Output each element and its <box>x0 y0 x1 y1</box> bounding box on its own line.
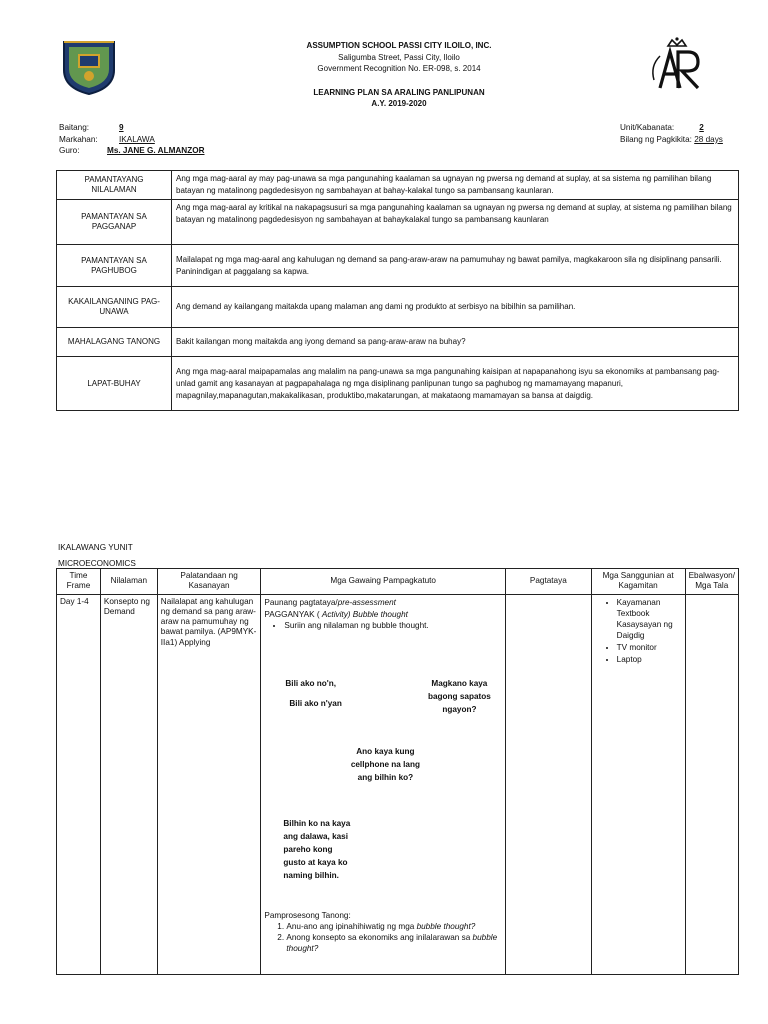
palatandaan-cell: Nailalapat ang kahulugan ng demand sa pang araw-araw na pamumuhay ng bawat pamilya. (AP9MYK-IIa1) Applying <box>157 594 261 974</box>
resources-cell <box>591 594 685 974</box>
bubble-thought-1: Bili ako no'n, <box>285 678 337 688</box>
question-text: Anong konsepto sa ekonomiks ang inilalarawan sa <box>286 932 473 942</box>
guro-value: Ms. JANE G. ALMANZOR <box>107 146 205 156</box>
pre-assessment-line <box>264 597 502 609</box>
pre-assessment-label: Paunang pagtataya/ <box>264 597 338 607</box>
school-year: A.Y. 2019-2020 <box>371 99 427 109</box>
table-row <box>57 357 739 411</box>
standard-text: Mailalapat ng mga mag-aaral ang kahulugan ng demand sa pang-araw-araw na pamumuhay ng bawat pamilya, magkakaroon sila ng disiplinang pansarili. Paninindigan at paggalang sa kapwa. <box>172 245 739 287</box>
markahan-value: IKALAWA <box>119 134 155 144</box>
standards-table <box>56 170 739 411</box>
table-row <box>57 245 739 287</box>
plan-meta-right <box>620 122 723 145</box>
resource-item: • Kayamanan Textbook Kasaysayan ng Daigdig <box>617 597 682 641</box>
processing-questions-title: Pamprosesong Tanong: <box>264 910 351 920</box>
bubble-thought-3: Magkano kaya bagong sapatos ngayon? <box>428 678 491 714</box>
column-header: Mga Sanggunian at Kagamitan <box>591 569 685 595</box>
pagganyak-line <box>264 609 502 621</box>
baitang-label: Baitang: <box>59 123 90 132</box>
bubble-thought-4: Ano kaya kung cellphone na lang ang bilhin ko? <box>350 746 420 782</box>
bilang-label: Bilang ng Pagkikita: <box>620 134 692 144</box>
unit-value: 2 <box>699 123 704 132</box>
assumption-monogram-logo <box>646 36 708 96</box>
ebalwasyon-cell <box>685 594 738 974</box>
school-crest-logo <box>58 36 120 96</box>
resource-item: • Laptop <box>617 654 682 665</box>
standard-label: PAMANTAYAN SA PAGHUBOG <box>57 245 172 287</box>
standard-text: Ang mga mag-aaral maipapamalas ang malalim na pang-unawa sa mga pangunahing kaisipan at napapanahong isyu sa ekonomiks at pambansang pag-unlad gamit ang kasanayan at pagpapahalaga ng mga disiplinang panlipunan tungo sa paghubog ng mamamayang mapanuri, mapagnilay,mapanagutan,makakalikasan, produktibo,makatarungan, at makataong mamamayan sa bansa at daigdig. <box>172 357 739 411</box>
plan-meta-left <box>59 122 205 157</box>
processing-questions <box>264 911 502 954</box>
standard-label: KAKAILANGANING PAG-UNAWA <box>57 287 172 328</box>
question-italic: bubble thought? <box>416 921 476 931</box>
table-row <box>57 200 739 245</box>
bilang-value: 28 days <box>694 134 723 144</box>
column-header: Palatandaan ng Kasanayan <box>157 569 261 595</box>
pre-assessment-italic: pre-assessment <box>337 597 396 607</box>
government-recognition: Government Recognition No. ER-098, s. 2014 <box>317 64 481 74</box>
unit-subtitle: MICROECONOMICS <box>58 558 136 568</box>
column-header: Time Frame <box>57 569 101 595</box>
standard-label: PAMANTAYANG NILALAMAN <box>57 171 172 200</box>
standard-label: MAHALAGANG TANONG <box>57 328 172 357</box>
pagganyak-italic: Activity) Bubble thought <box>321 609 408 619</box>
baitang-value: 9 <box>119 123 124 132</box>
resource-item: • TV monitor <box>617 642 682 653</box>
standard-text: Bakit kailangan mong maitakda ang iyong demand sa pang-araw-araw na buhay? <box>172 328 739 357</box>
table-row <box>57 171 739 200</box>
school-address: Saligumba Street, Passi City, Iloilo <box>338 52 460 62</box>
learning-plan-title: LEARNING PLAN SA ARALING PANLIPUNAN <box>313 87 485 97</box>
column-header: Nilalaman <box>100 569 157 595</box>
time-frame-cell: Day 1-4 <box>57 594 101 974</box>
table-row <box>57 328 739 357</box>
standard-text: Ang mga mag-aaral ay may pag-unawa sa mga pangunahing kaalaman sa ugnayan ng pwersa ng demand at suplay, at sa sistema ng pamilihan bilang batayan ng matalinong pagdedesisyon ng sambahayan at bahay-kalakal tungo sa pambansang kaunlaran. <box>172 171 739 200</box>
learning-plan-table <box>56 568 739 975</box>
column-header: Ebalwasyon/ Mga Tala <box>685 569 738 595</box>
table-row <box>57 594 739 974</box>
bubble-thought-2: Bili ako n'yan <box>289 698 342 708</box>
standard-text: Ang mga mag-aaral ay kritikal na nakapagsusuri sa mga pangunahing kaalaman sa ugnayan ng pwersa ng demand at suplay, at sistema ng pamilihan bilang batayan ng matalinong pagdedesisyon ng sambahayan at bahaykalakal tungo sa pambansang kaunlaran <box>172 200 739 245</box>
school-name: ASSUMPTION SCHOOL PASSI CITY ILOILO, INC. <box>306 41 492 50</box>
pagtataya-cell <box>506 594 592 974</box>
column-header: Pagtataya <box>506 569 592 595</box>
column-header: Mga Gawaing Pampagkatuto <box>261 569 506 595</box>
bubble-instruction: • Suriin ang nilalaman ng bubble thought. <box>284 621 502 631</box>
question-item <box>286 932 502 954</box>
guro-label: Guro: <box>59 146 80 156</box>
markahan-label: Markahan: <box>59 134 98 144</box>
unit-title: IKALAWANG YUNIT <box>58 543 133 552</box>
question-item <box>286 921 502 932</box>
question-italic: bubble thought? <box>286 932 498 953</box>
standard-text: Ang demand ay kailangang maitakda upang malaman ang dami ng produkto at serbisyo na bibilhin sa pamilihan. <box>172 287 739 328</box>
school-header <box>240 40 558 110</box>
activities-cell <box>261 594 506 974</box>
bubble-thought-5: Bilhin ko na kaya ang dalawa, kasi pareho kong gusto at kaya ko naming bilhin. <box>283 818 351 880</box>
unit-heading <box>58 540 136 571</box>
unit-label: Unit/Kabanata: <box>620 123 675 132</box>
pagganyak-label: PAGGANYAK ( <box>264 609 322 619</box>
table-header-row <box>57 569 739 595</box>
question-text: Anu-ano ang ipinahihiwatig ng mga <box>286 921 417 931</box>
standard-label: LAPAT-BUHAY <box>57 357 172 411</box>
standard-label: PAMANTAYAN SA PAGGANAP <box>57 200 172 245</box>
table-row <box>57 287 739 328</box>
nilalaman-cell: Konsepto ng Demand <box>100 594 157 974</box>
